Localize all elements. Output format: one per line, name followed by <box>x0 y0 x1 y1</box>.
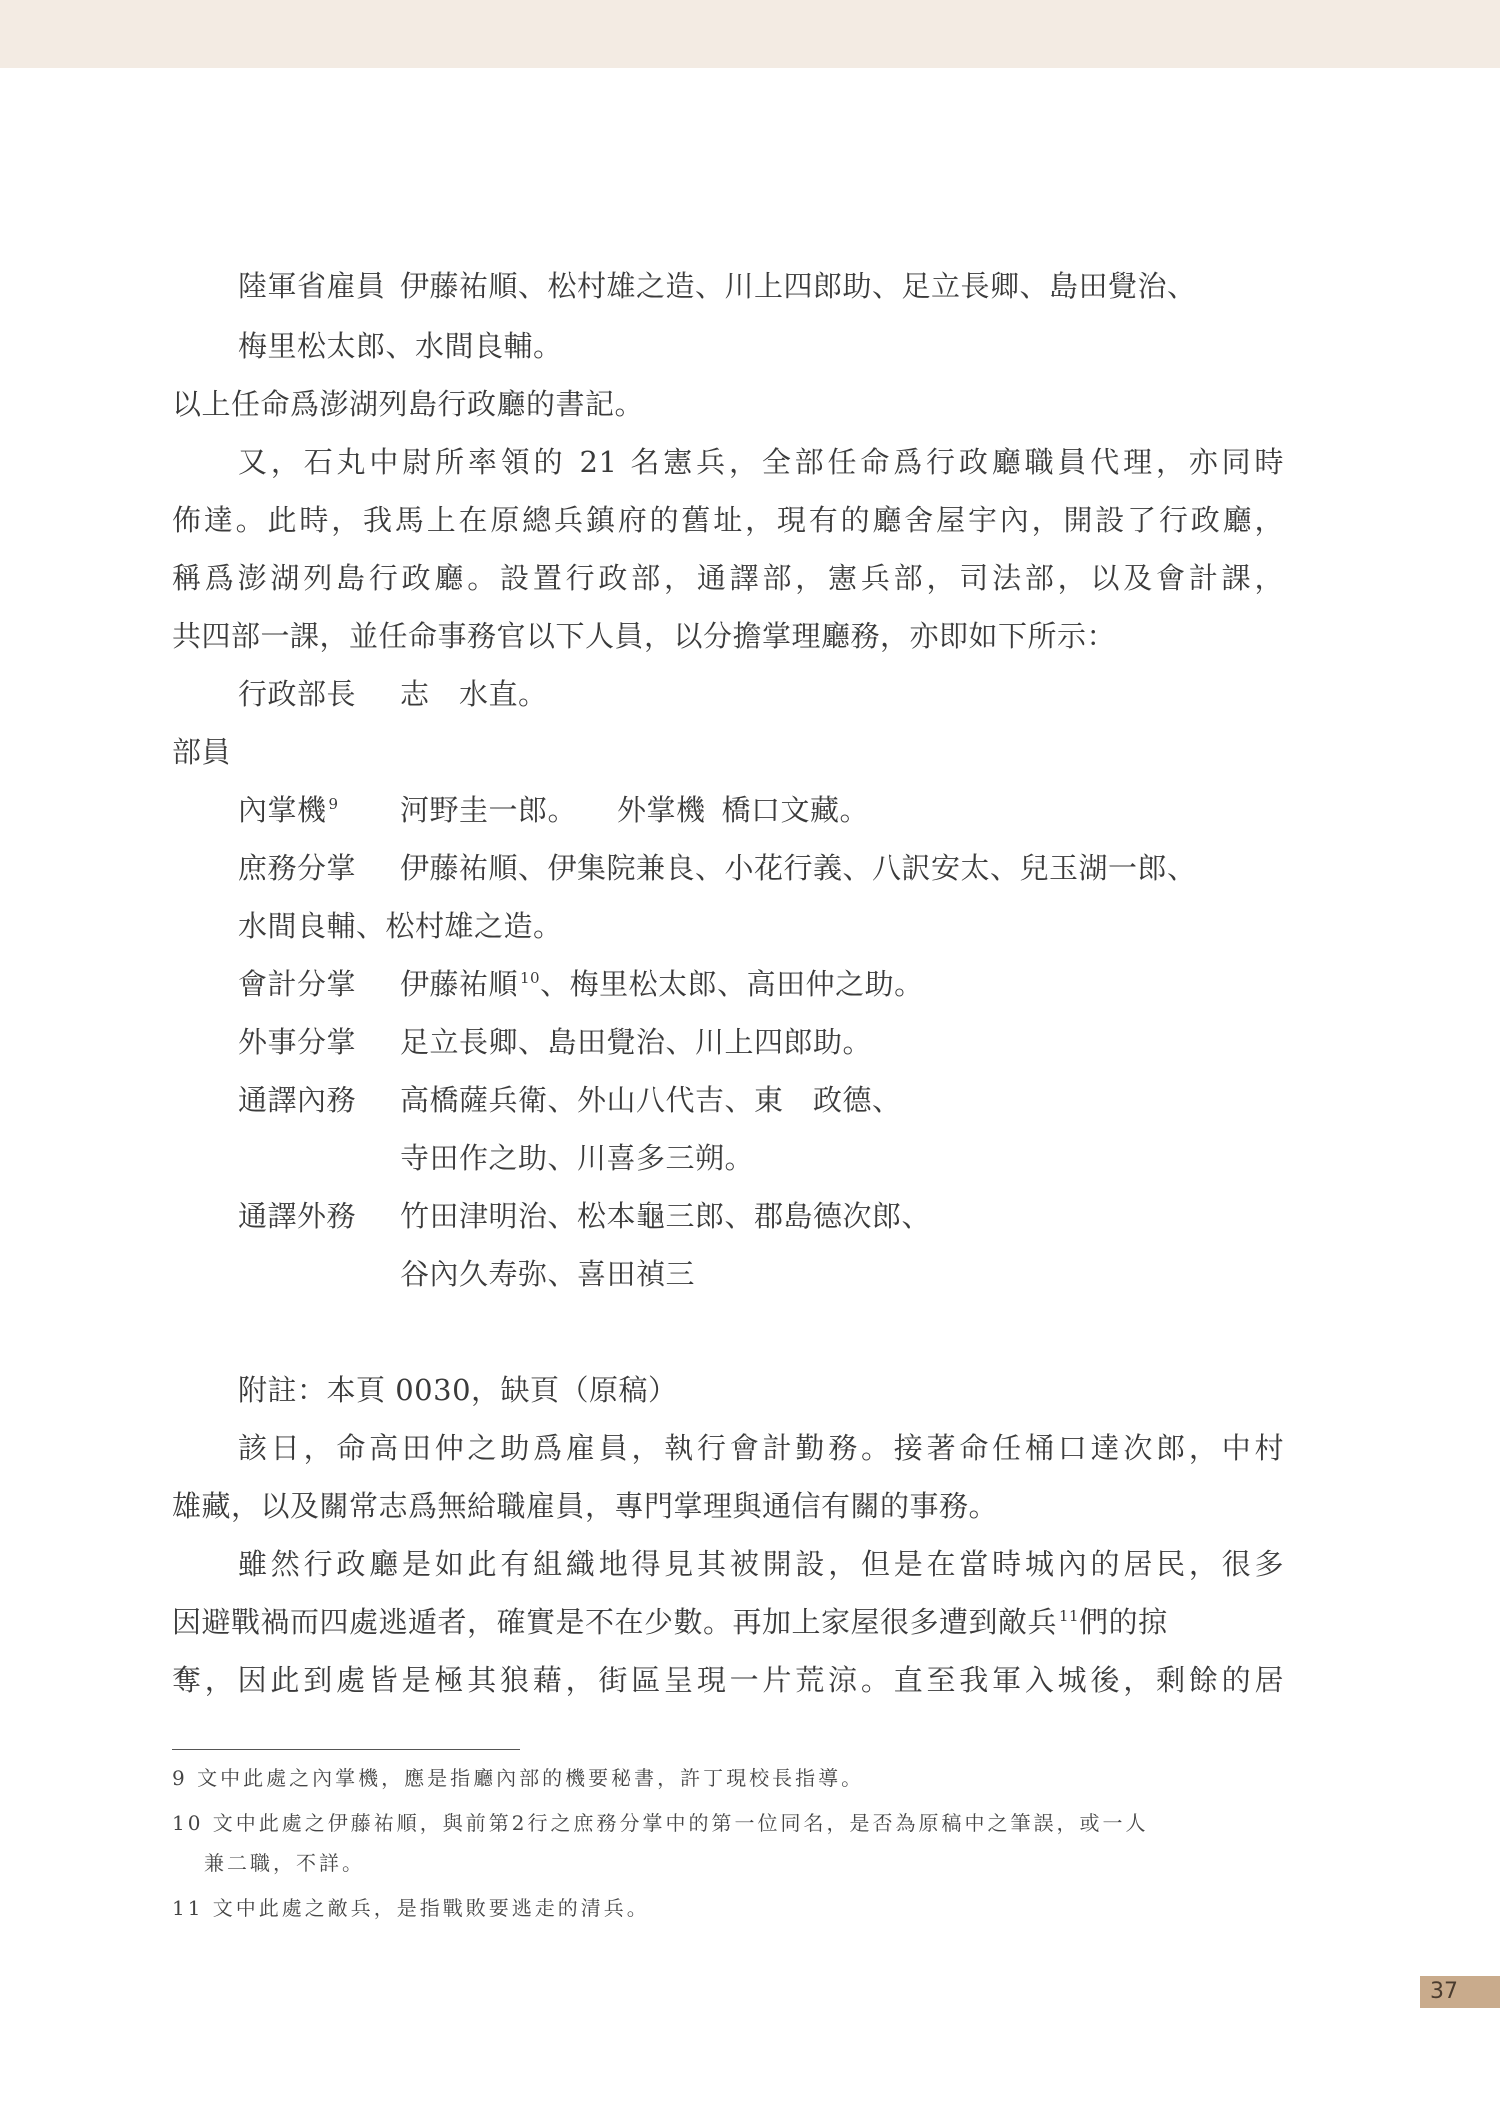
roster-row-6 <box>238 1196 931 1236</box>
roster-row-2-cont: 水間良輔、松村雄之造。 <box>238 909 563 943</box>
paragraph-2-line-1: 該日，命高田仲之助爲雇員，執行會計勤務。接著命任桶口達次郎，中村 <box>238 1431 1284 1465</box>
footnote-9: 9 文中此處之內掌機，應是指廳內部的機要秘書，許丁現校長指導。 <box>172 1766 865 1790</box>
paragraph-1-line-2: 佈達。此時，我馬上在原總兵鎮府的舊址，現有的廳舍屋宇內，開設了行政廳， <box>172 503 1284 537</box>
names: 伊藤祐順、伊集院兼良、小花行義、八訳安太、兒玉湖一郎、 <box>400 851 1197 885</box>
roster-row-5-cont: 寺田作之助、川喜多三朔。 <box>400 1141 755 1175</box>
roster-row-5 <box>238 1080 902 1120</box>
role-label: 通譯外務 <box>238 1199 357 1233</box>
footnote-10: 10 文中此處之伊藤祐順，與前第2行之庶務分掌中的第一位同名，是否為原稿中之筆誤，或一人 <box>172 1811 1149 1835</box>
paragraph-3-line-3: 奪，因此到處皆是極其狼藉，街區呈現一片荒涼。直至我軍入城後，剩餘的居 <box>172 1663 1284 1697</box>
paragraph-1-line-4: 共四部一課，並任命事務官以下人員，以分擔掌理廳務，亦即如下所示： <box>172 619 1117 653</box>
role-label: 陸軍省雇員 <box>238 269 386 303</box>
names: 伊藤祐順、松村雄之造、川上四郎助、足立長卿、島田覺治、 <box>400 269 1197 303</box>
text-segment: 因避戰禍而四處逃遁者，確實是不在少數。再加上家屋很多遭到敵兵 <box>172 1605 1058 1639</box>
footnote-10-cont: 兼二職，不詳。 <box>204 1851 365 1875</box>
roster-row-2 <box>238 848 1197 888</box>
names: 橋口文藏。 <box>721 793 870 827</box>
paragraph-3-line-1: 雖然行政廳是如此有組織地得見其被開設，但是在當時城內的居民，很多 <box>238 1547 1284 1581</box>
footnote-ref: 9 <box>328 795 339 814</box>
missing-page-note: 附註：本頁 0030，缺頁（原稿） <box>238 1373 678 1407</box>
footnote-ref: 10 <box>520 969 541 988</box>
names: 、梅里松太郎、高田仲之助。 <box>540 967 924 1001</box>
role-label: 行政部長 <box>238 677 357 711</box>
role-label: 庶務分掌 <box>238 851 357 885</box>
roster-row-4 <box>238 1022 872 1062</box>
roster-row-3 <box>238 964 924 1004</box>
department-head-line <box>238 674 548 714</box>
footnote-ref: 11 <box>1059 1607 1080 1626</box>
body-line-3: 以上任命爲澎湖列島行政廳的書記。 <box>172 387 645 421</box>
paragraph-1-line-1: 又，石丸中尉所率領的 21 名憲兵，全部任命爲行政廳職員代理，亦同時 <box>238 445 1284 479</box>
role-label: 外事分掌 <box>238 1025 357 1059</box>
role-label: 內掌機 <box>238 793 327 827</box>
paragraph-2-line-2: 雄藏，以及關常志爲無給職雇員，專門掌理與通信有關的事務。 <box>172 1489 999 1523</box>
role-label: 通譯內務 <box>238 1083 357 1117</box>
names: 足立長卿、島田覺治、川上四郎助。 <box>400 1025 873 1059</box>
role-label: 外掌機 <box>617 793 706 827</box>
paragraph-3-line-2 <box>172 1602 1168 1642</box>
body-line-2: 梅里松太郎、水間良輔。 <box>238 329 563 363</box>
roster-row-6-cont: 谷內久寿弥、喜田禎三 <box>400 1257 696 1291</box>
members-heading: 部員 <box>172 735 232 769</box>
names: 河野圭一郎。 <box>400 793 578 827</box>
names: 志 水直。 <box>400 677 548 711</box>
names: 竹田津明治、松本龜三郎、郡島德次郎、 <box>400 1199 932 1233</box>
body-line-1 <box>238 266 1197 306</box>
paragraph-1-line-3: 稱爲澎湖列島行政廳。設置行政部，通譯部，憲兵部，司法部，以及會計課， <box>172 561 1284 595</box>
role-label: 會計分掌 <box>238 967 357 1001</box>
page-number: 37 <box>1420 1976 1500 2008</box>
names: 高橋薩兵衛、外山八代吉、東 政德、 <box>400 1083 902 1117</box>
footnote-divider <box>172 1749 520 1750</box>
roster-row-1 <box>238 790 869 830</box>
footnote-11: 11 文中此處之敵兵，是指戰敗要逃走的清兵。 <box>172 1896 650 1920</box>
text-segment: 們的掠 <box>1079 1605 1168 1639</box>
names: 伊藤祐順 <box>400 967 519 1001</box>
